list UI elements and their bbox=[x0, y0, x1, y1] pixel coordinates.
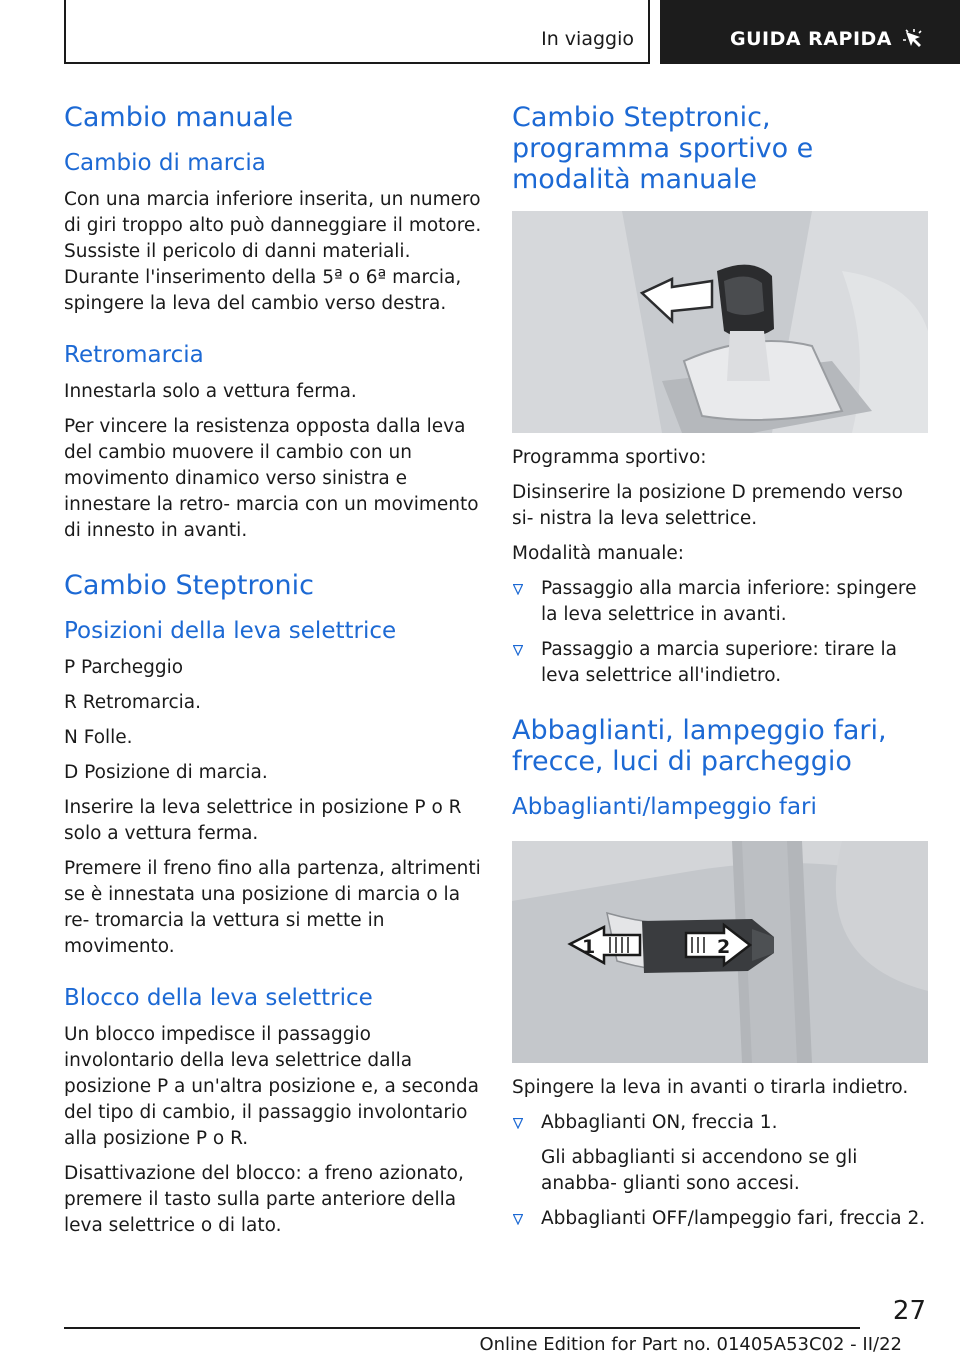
arrow-1-label: 1 bbox=[582, 936, 596, 958]
triangle-bullet-icon bbox=[513, 584, 523, 595]
pointer-sparkle-icon bbox=[900, 26, 928, 54]
high-beam-lever-drawing bbox=[512, 841, 928, 1063]
header-frame bbox=[64, 0, 650, 64]
position-r: R Retromarcia. bbox=[64, 692, 201, 713]
quick-guide-tab[interactable] bbox=[660, 0, 960, 64]
triangle-bullet-icon bbox=[513, 645, 523, 656]
position-n: N Folle. bbox=[64, 727, 133, 748]
position-p: P Parcheggio bbox=[64, 657, 184, 678]
lights-heading: Abbaglianti, lampeggio fari, frecce, luci di parcheggio bbox=[512, 715, 887, 777]
footer-divider bbox=[64, 1327, 860, 1329]
list-item bbox=[512, 1110, 930, 1136]
gear-selector-drawing bbox=[512, 211, 928, 433]
high-beam-on-item: Abbaglianti ON, freccia 1. bbox=[541, 1112, 778, 1133]
manual-bullet-1: Passaggio alla marcia inferiore: spingere la leva selettrice in avanti. bbox=[541, 578, 917, 625]
high-beam-text: Spingere la leva in avanti o tirarla indietro. bbox=[512, 1077, 909, 1098]
triangle-bullet-icon bbox=[513, 1118, 523, 1129]
high-beam-lever-illustration bbox=[512, 841, 928, 1063]
steptronic-heading: Cambio Steptronic bbox=[64, 570, 314, 601]
manual-bullet-2: Passaggio a marcia superiore: tirare la leva selettrice all'indietro. bbox=[541, 639, 897, 686]
reverse-text-1: Innestarla solo a vettura ferma. bbox=[64, 381, 357, 402]
list-item bbox=[512, 637, 930, 689]
high-beam-on-note: Gli abbaglianti si accendono se gli anabba‐ glianti sono accesi. bbox=[541, 1147, 858, 1194]
list-item bbox=[512, 576, 930, 628]
triangle-bullet-icon bbox=[513, 1214, 523, 1225]
position-d: D Posizione di marcia. bbox=[64, 762, 268, 783]
selector-positions-heading: Posizioni della leva selettrice bbox=[64, 618, 397, 644]
section-title: In viaggio bbox=[541, 28, 634, 50]
positions-note-2: Premere il freno fino alla partenza, altrimenti se è innestata una posizione di marcia o la re‐ tromarcia la vettura si mette in movimento. bbox=[64, 858, 481, 957]
sport-program-heading: Cambio Steptronic, programma sportivo e modalità manuale bbox=[512, 102, 814, 195]
edition-info: Online Edition for Part no. 01405A53C02 - II/22 bbox=[479, 1334, 902, 1355]
quick-guide-label: GUIDA RAPIDA bbox=[730, 28, 892, 50]
list-item bbox=[512, 1206, 930, 1232]
reverse-heading: Retromarcia bbox=[64, 342, 204, 368]
left-column bbox=[64, 96, 482, 1239]
right-column bbox=[512, 96, 930, 1232]
sport-label: Programma sportivo: bbox=[512, 447, 707, 468]
positions-note-1: Inserire la leva selettrice in posizione P o R solo a vettura ferma. bbox=[64, 797, 462, 844]
gear-shift-heading: Cambio di marcia bbox=[64, 150, 266, 176]
reverse-text-2: Per vincere la resistenza opposta dalla leva del cambio muovere il cambio con un movimento dinamico verso sinistra e innestare la retro‐ marcia con un movimento di innesto in avanti. bbox=[64, 416, 479, 541]
high-beam-off-item: Abbaglianti OFF/lampeggio fari, freccia 2. bbox=[541, 1208, 926, 1229]
manual-gearbox-heading: Cambio manuale bbox=[64, 102, 294, 133]
arrow-2-label: 2 bbox=[717, 936, 731, 958]
selector-lock-heading: Blocco della leva selettrice bbox=[64, 985, 373, 1011]
high-beam-heading: Abbaglianti/lampeggio fari bbox=[512, 794, 817, 820]
selector-lock-text-2: Disattivazione del blocco: a freno azionato, premere il tasto sulla parte anteriore della leva selettrice o di lato. bbox=[64, 1163, 464, 1236]
sport-text: Disinserire la posizione D premendo verso si‐ nistra la leva selettrice. bbox=[512, 482, 903, 529]
gear-shift-text: Con una marcia inferiore inserita, un numero di giri troppo alto può danneggiare il motore. Sussiste il pericolo di danni materiali. Durante l'inserimento della 5ª o 6ª marcia, spingere la leva del cambio verso destra. bbox=[64, 189, 482, 314]
gear-selector-illustration bbox=[512, 211, 928, 433]
selector-lock-text-1: Un blocco impedisce il passaggio involontario della leva selettrice dalla posizione P a un'altra posizione e, a seconda del tipo di cambio, il passaggio involontario alla posizione P o R. bbox=[64, 1024, 480, 1149]
manual-mode-label: Modalità manuale: bbox=[512, 543, 685, 564]
page-number: 27 bbox=[892, 1296, 926, 1326]
